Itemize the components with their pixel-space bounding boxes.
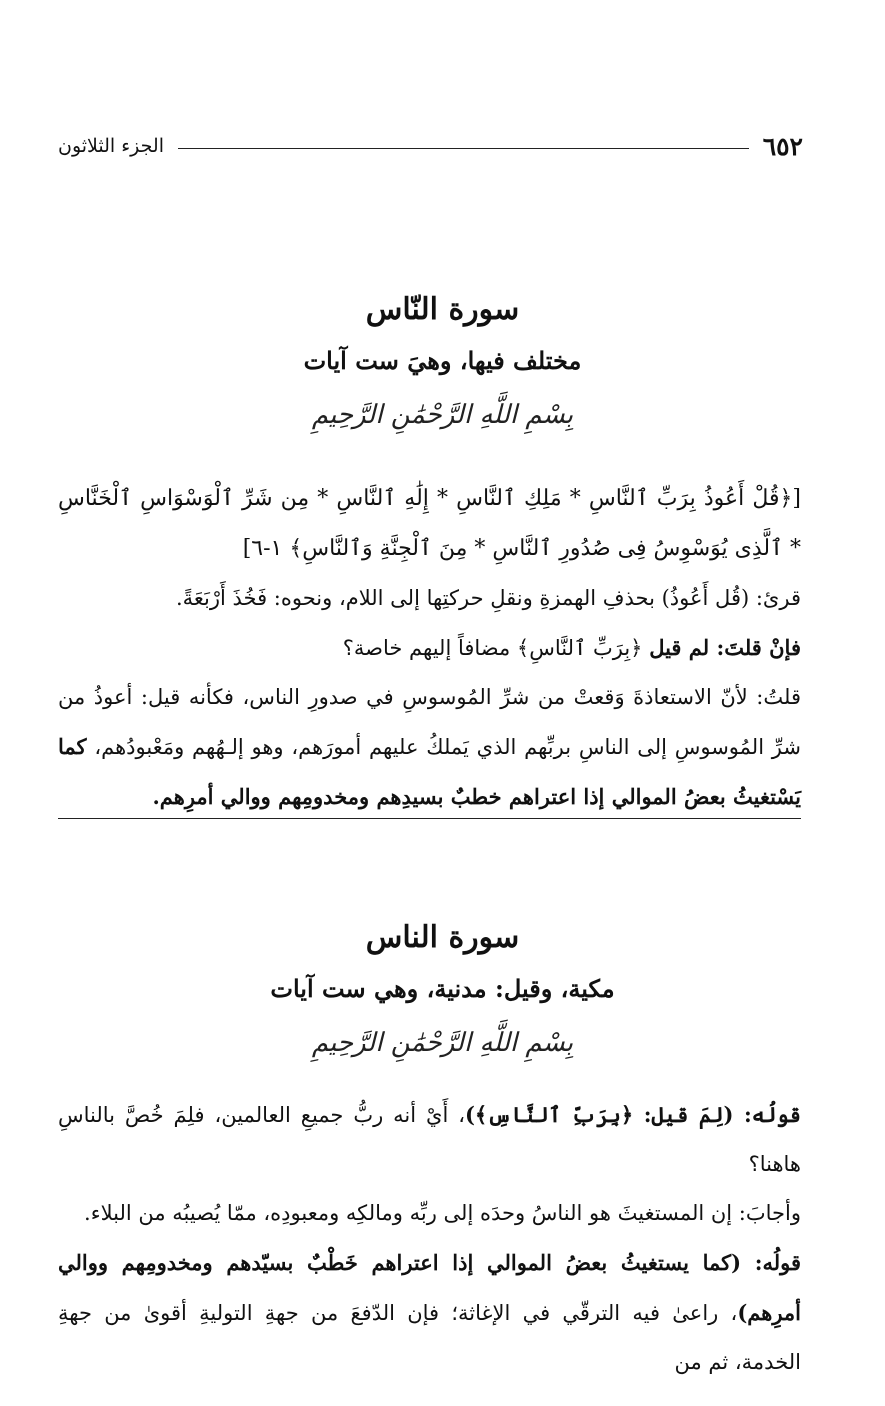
surah-subtitle-2: مكية، وقيل: مدنية، وهي ست آيات	[270, 974, 615, 1003]
quran-verse: [﴿قُلْ أَعُوذُ بِرَبِّ ٱلنَّاسِ * مَلِكِ ٱلنَّاسِ * إِلَٰهِ ٱلنَّاسِ * مِن شَرِّ ٱلْوَسْوَاسِ ٱلْخَنَّاسِ * ٱلَّذِى يُوَسْوِسُ فِى صُدُورِ ٱلنَّاسِ * مِنَ ٱلْجِنَّةِ وَٱلنَّاسِ﴾ ١-٦]	[58, 486, 801, 561]
basmala-2: بِسْمِ اللَّهِ الرَّحْمَٰنِ الرَّحِيمِ	[311, 1028, 574, 1058]
gloss-3-lead: قولُه: (كما يستغيثُ بعضُ الموالي إذا اعتراهم خَطْبٌ بسيّدهم ومخدومِهم ووالي أمرِهم)	[58, 1250, 801, 1325]
gloss-1-rest: ، أَيْ أنه ربُّ جميعِ العالمين، فلِمَ خُصَّ بالناسِ هاهنا؟	[58, 1103, 801, 1176]
question-rest: ﴿بِرَبِّ ٱلنَّاسِ﴾ مضافاً إليهم خاصة؟	[342, 636, 643, 660]
commentary-paragraph: قرئ: (قُل أَعُوذُ) بحذفِ الهمزةِ ونقلِ حركتِها إلى اللام، ونحوه: فَخُذَ أَرْبَعَةً.	[175, 586, 801, 610]
question-lead: فإنْ قلتَ: لم قيل	[649, 635, 801, 660]
answer-text: قلتُ: لأنّ الاستعاذةَ وَقعتْ من شرِّ المُوسوسِ في صدورِ الناس، فكأنه قيل: أعوذُ من شرِّ المُوسوسِ إلى الناسِ بربِّهم الذي يَملكُ عليهم أمورَهم، وهو إلـهُهم ومَعْبودُهم،	[58, 685, 801, 759]
section-2-body	[58, 1090, 801, 1387]
surah-title-1: سورة النّاس	[365, 292, 520, 327]
gloss-1-lead: قولُه: (لِمَ قيل: ﴿بِرَبِّ ٱلنَّاسِ﴾)	[464, 1102, 801, 1127]
section-2-heading	[0, 918, 885, 1062]
gloss-3-rest: ، راعىٰ فيه الترقّي في الإغاثة؛ فإن الدّفعَ من جهةِ التوليةِ أقوىٰ من جهةِ الخدمة، ثم من	[58, 1301, 801, 1374]
answer-bold: كما يَسْتغيثُ بعضُ الموالي إذا اعتراهم خطبٌ بسيدِهم ومخدومِهم ووالي أمرِهم.	[58, 734, 801, 809]
section-divider	[58, 818, 801, 819]
part-title: الجزء الثلاثون	[58, 135, 164, 157]
surah-subtitle-1: مختلف فيها، وهيَ ست آيات	[303, 346, 582, 375]
section-1-body	[58, 474, 801, 822]
page-number: ٦٥٢	[762, 131, 803, 161]
header-rule	[178, 148, 749, 149]
gloss-paragraph-2: وأجابَ: إن المستغيثَ هو الناسُ وحدَه إلى ربِّه ومالكِه ومعبودِه، ممّا يُصيبُه من البلاء.	[84, 1201, 801, 1225]
question-paragraph	[58, 623, 801, 673]
surah-title-2: سورة الناس	[365, 920, 520, 955]
answer-paragraph	[58, 673, 801, 822]
page-header	[58, 128, 803, 164]
gloss-paragraph-3	[58, 1238, 801, 1387]
gloss-paragraph-1	[58, 1090, 801, 1189]
section-1-heading	[0, 290, 885, 434]
basmala-1: بِسْمِ اللَّهِ الرَّحْمَٰنِ الرَّحِيمِ	[311, 400, 574, 430]
